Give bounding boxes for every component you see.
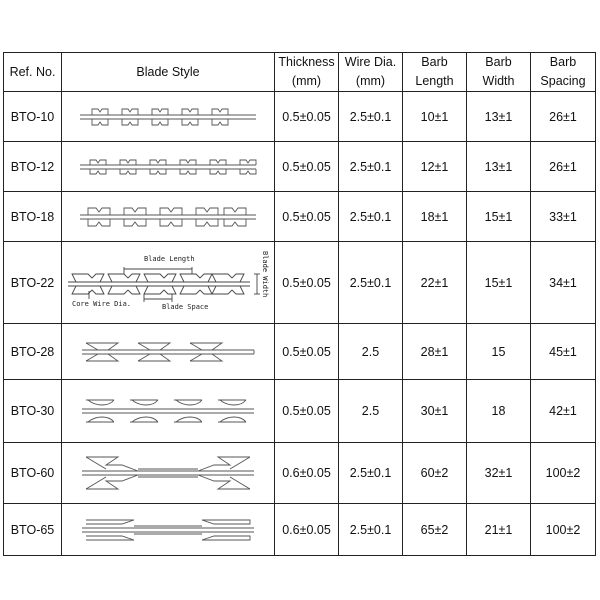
blade-bto-22-diagram [64,247,272,319]
blade-bto-10-image [78,102,258,132]
header-row [4,53,596,92]
blade-bto-12-image [78,152,258,182]
cell-barb-spacing: 26±1 [531,92,596,142]
header-barb-length: Barb Length [403,53,467,92]
cell-barb-length: 28±1 [403,324,467,380]
blade-bto-18-image [78,202,258,232]
header-blade-style: Blade Style [62,53,275,92]
cell-barb-spacing: 45±1 [531,324,596,380]
label-blade-width: Blade Width [261,250,269,297]
cell-blade-style [62,443,275,504]
label-blade-space: Blade Space [162,302,209,311]
cell-barb-width: 13±1 [467,92,531,142]
cell-ref: BTO-22 [4,242,62,324]
cell-thickness: 0.5±0.05 [275,192,339,242]
cell-thickness: 0.5±0.05 [275,242,339,324]
cell-wire-dia: 2.5±0.1 [339,92,403,142]
header-barb-spacing: Barb Spacing [531,53,596,92]
header-thickness: Thickness (mm) [275,53,339,92]
cell-barb-spacing: 100±2 [531,443,596,504]
table-row [4,242,596,324]
table-row [4,324,596,380]
cell-barb-spacing: 33±1 [531,192,596,242]
table-row [4,92,596,142]
cell-blade-style [62,380,275,443]
cell-barb-width: 13±1 [467,142,531,192]
label-blade-length: Blade Length [144,254,195,263]
cell-barb-length: 18±1 [403,192,467,242]
cell-wire-dia: 2.5±0.1 [339,504,403,556]
cell-barb-width: 32±1 [467,443,531,504]
cell-barb-width: 18 [467,380,531,443]
cell-blade-style [62,142,275,192]
table-row [4,192,596,242]
label-core-wire: Core Wire Dia. [72,299,132,308]
table-row [4,504,596,556]
cell-ref: BTO-60 [4,443,62,504]
cell-wire-dia: 2.5 [339,324,403,380]
cell-thickness: 0.5±0.05 [275,380,339,443]
blade-bto-60-image [78,451,258,495]
cell-barb-length: 30±1 [403,380,467,443]
blade-bto-28-image [78,335,258,369]
cell-thickness: 0.5±0.05 [275,92,339,142]
cell-barb-spacing: 100±2 [531,504,596,556]
cell-ref: BTO-28 [4,324,62,380]
cell-wire-dia: 2.5±0.1 [339,142,403,192]
blade-bto-30-image [78,391,258,431]
header-ref: Ref. No. [4,53,62,92]
header-barb-width: Barb Width [467,53,531,92]
cell-blade-style [62,324,275,380]
cell-barb-length: 65±2 [403,504,467,556]
cell-blade-style [62,504,275,556]
cell-blade-style [62,242,275,324]
cell-wire-dia: 2.5±0.1 [339,192,403,242]
cell-barb-spacing: 34±1 [531,242,596,324]
table-row [4,443,596,504]
cell-ref: BTO-30 [4,380,62,443]
cell-barb-width: 15 [467,324,531,380]
cell-wire-dia: 2.5±0.1 [339,443,403,504]
cell-barb-length: 12±1 [403,142,467,192]
cell-barb-width: 21±1 [467,504,531,556]
blade-bto-65-image [78,512,258,548]
cell-thickness: 0.5±0.05 [275,142,339,192]
cell-barb-width: 15±1 [467,192,531,242]
header-wire-dia: Wire Dia. (mm) [339,53,403,92]
cell-ref: BTO-10 [4,92,62,142]
cell-thickness: 0.5±0.05 [275,324,339,380]
cell-barb-width: 15±1 [467,242,531,324]
cell-barb-spacing: 42±1 [531,380,596,443]
table-row [4,380,596,443]
cell-barb-length: 10±1 [403,92,467,142]
cell-barb-spacing: 26±1 [531,142,596,192]
table-row [4,142,596,192]
cell-thickness: 0.6±0.05 [275,443,339,504]
cell-blade-style [62,192,275,242]
cell-wire-dia: 2.5±0.1 [339,242,403,324]
cell-ref: BTO-65 [4,504,62,556]
spec-table [3,52,596,556]
cell-ref: BTO-12 [4,142,62,192]
cell-barb-length: 22±1 [403,242,467,324]
cell-blade-style [62,92,275,142]
cell-barb-length: 60±2 [403,443,467,504]
cell-ref: BTO-18 [4,192,62,242]
cell-wire-dia: 2.5 [339,380,403,443]
cell-thickness: 0.6±0.05 [275,504,339,556]
